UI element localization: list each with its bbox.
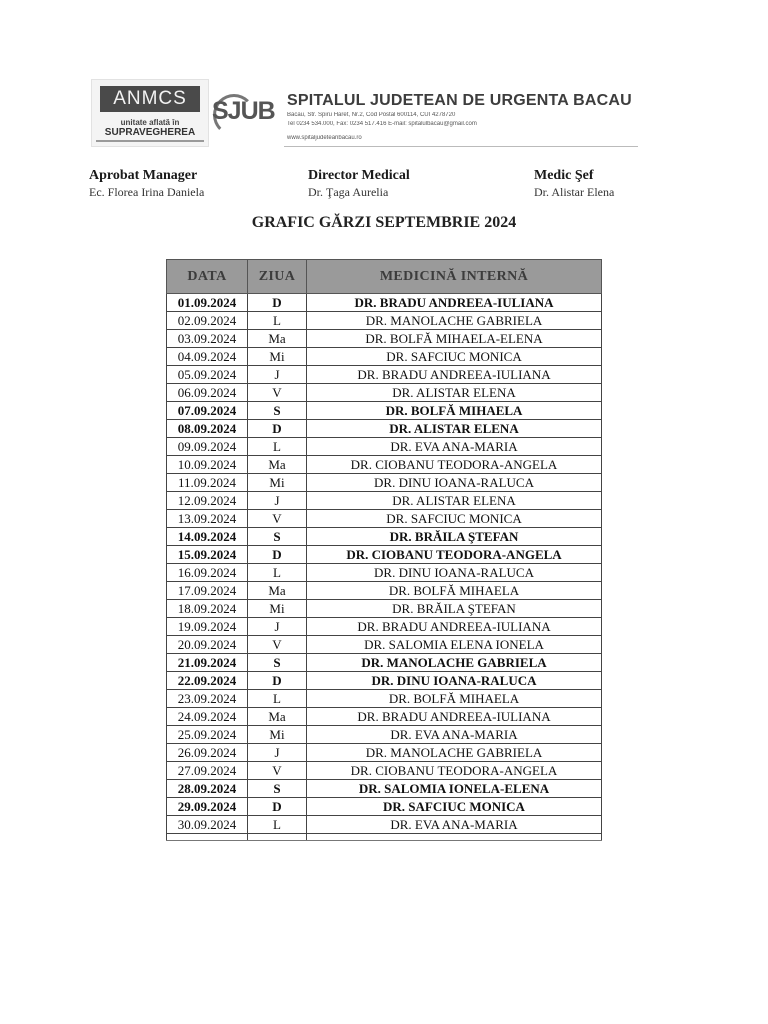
cell-doctor: DR. MANOLACHE GABRIELA: [307, 744, 602, 762]
cell-date: 13.09.2024: [167, 510, 248, 528]
approval-manager: [89, 168, 204, 200]
table-row: [167, 618, 602, 636]
cell-day: Ma: [248, 582, 307, 600]
cell-doctor: DR. EVA ANA-MARIA: [307, 438, 602, 456]
cell-day: L: [248, 816, 307, 834]
cell-day: D: [248, 672, 307, 690]
table-row: [167, 366, 602, 384]
column-header-internal-medicine: MEDICINĂ INTERNĂ: [307, 260, 602, 294]
cell-doctor: DR. BOLFĂ MIHAELA: [307, 582, 602, 600]
logo-text: SJUB: [212, 97, 275, 125]
cell-date: 01.09.2024: [167, 294, 248, 312]
table-row: [167, 438, 602, 456]
hospital-address: Bacau, Str. Spiru Haret, Nr.2, Cod Postal 600114, CUI 4278720: [287, 112, 456, 118]
cell-date: 12.09.2024: [167, 492, 248, 510]
approval-name: Dr. Alistar Elena: [534, 185, 615, 199]
cell-doctor: DR. SAFCIUC MONICA: [307, 348, 602, 366]
cell-doctor: DR. BOLFĂ MIHAELA: [307, 690, 602, 708]
cell-doctor: DR. SAFCIUC MONICA: [307, 798, 602, 816]
cell-doctor: DR. EVA ANA-MARIA: [307, 816, 602, 834]
cell-date: 19.09.2024: [167, 618, 248, 636]
approval-role: Medic Şef: [534, 168, 594, 183]
table-row: [167, 474, 602, 492]
hospital-logo: [212, 93, 286, 137]
cell-doctor: DR. ALISTAR ELENA: [307, 420, 602, 438]
table-row: [167, 690, 602, 708]
cell-doctor: DR. BOLFĂ MIHAELA: [307, 402, 602, 420]
cell-doctor: DR. DINU IOANA-RALUCA: [307, 564, 602, 582]
table-row: [167, 384, 602, 402]
cell-date: 08.09.2024: [167, 420, 248, 438]
cell-date: 27.09.2024: [167, 762, 248, 780]
cell-doctor: DR. BRĂILA ŞTEFAN: [307, 528, 602, 546]
anmcs-logo: [91, 79, 209, 147]
cell-doctor: DR. CIOBANU TEODORA-ANGELA: [307, 546, 602, 564]
empty-cell: [307, 834, 602, 841]
table-empty-row: [167, 834, 602, 841]
cell-day: V: [248, 636, 307, 654]
cell-date: 29.09.2024: [167, 798, 248, 816]
table-row: [167, 654, 602, 672]
cell-doctor: DR. BRADU ANDREEA-IULIANA: [307, 618, 602, 636]
table-row: [167, 294, 602, 312]
cell-date: 18.09.2024: [167, 600, 248, 618]
empty-cell: [248, 834, 307, 841]
table-row: [167, 348, 602, 366]
cell-date: 15.09.2024: [167, 546, 248, 564]
document-title: GRAFIC GĂRZI SEPTEMBRIE 2024: [251, 214, 517, 231]
anmcs-supervision: SUPRAVEGHEREA: [104, 127, 196, 138]
cell-doctor: DR. MANOLACHE GABRIELA: [307, 654, 602, 672]
cell-doctor: DR. SAFCIUC MONICA: [307, 510, 602, 528]
cell-day: L: [248, 438, 307, 456]
cell-doctor: DR. BOLFĂ MIHAELA-ELENA: [307, 330, 602, 348]
column-header-day: ZIUA: [248, 260, 307, 294]
anmcs-title: ANMCS: [100, 86, 200, 112]
hospital-website: www.spitaljudeteanbacau.ro: [287, 135, 362, 141]
table-row: [167, 546, 602, 564]
anmcs-subtitle: unitate aflată în: [120, 118, 180, 127]
cell-doctor: DR. BRĂILA ŞTEFAN: [307, 600, 602, 618]
cell-date: 02.09.2024: [167, 312, 248, 330]
table-header-row: [167, 260, 602, 294]
cell-day: L: [248, 564, 307, 582]
cell-date: 20.09.2024: [167, 636, 248, 654]
approval-chief-physician: [534, 168, 614, 200]
table-row: [167, 582, 602, 600]
cell-day: S: [248, 528, 307, 546]
cell-date: 26.09.2024: [167, 744, 248, 762]
cell-day: J: [248, 492, 307, 510]
cell-day: V: [248, 384, 307, 402]
cell-doctor: DR. BRADU ANDREEA-IULIANA: [307, 708, 602, 726]
table-row: [167, 564, 602, 582]
table-row: [167, 492, 602, 510]
cell-day: D: [248, 294, 307, 312]
cell-date: 09.09.2024: [167, 438, 248, 456]
cell-day: L: [248, 690, 307, 708]
cell-doctor: DR. ALISTAR ELENA: [307, 384, 602, 402]
cell-doctor: DR. DINU IOANA-RALUCA: [307, 474, 602, 492]
cell-day: D: [248, 798, 307, 816]
cell-doctor: DR. SALOMIA ELENA IONELA: [307, 636, 602, 654]
cell-day: Mi: [248, 726, 307, 744]
table-row: [167, 708, 602, 726]
cell-date: 05.09.2024: [167, 366, 248, 384]
empty-cell: [167, 834, 248, 841]
cell-doctor: DR. MANOLACHE GABRIELA: [307, 312, 602, 330]
cell-day: S: [248, 654, 307, 672]
cell-date: 04.09.2024: [167, 348, 248, 366]
cell-date: 25.09.2024: [167, 726, 248, 744]
cell-day: J: [248, 744, 307, 762]
table-row: [167, 456, 602, 474]
cell-date: 10.09.2024: [167, 456, 248, 474]
approval-medical-director: [308, 168, 410, 200]
cell-day: J: [248, 618, 307, 636]
table-row: [167, 420, 602, 438]
cell-date: 22.09.2024: [167, 672, 248, 690]
cell-date: 14.09.2024: [167, 528, 248, 546]
cell-date: 11.09.2024: [167, 474, 248, 492]
table-row: [167, 744, 602, 762]
cell-day: Ma: [248, 330, 307, 348]
cell-date: 17.09.2024: [167, 582, 248, 600]
table-body: [167, 294, 602, 841]
cell-day: Mi: [248, 348, 307, 366]
cell-day: Mi: [248, 474, 307, 492]
cell-day: Ma: [248, 708, 307, 726]
header-divider: [284, 146, 638, 147]
table-row: [167, 798, 602, 816]
cell-day: D: [248, 420, 307, 438]
cell-day: L: [248, 312, 307, 330]
table-row: [167, 762, 602, 780]
on-call-schedule-table: [166, 259, 602, 841]
cell-doctor: DR. DINU IOANA-RALUCA: [307, 672, 602, 690]
cell-doctor: DR. BRADU ANDREEA-IULIANA: [307, 366, 602, 384]
cell-date: 24.09.2024: [167, 708, 248, 726]
cell-day: S: [248, 780, 307, 798]
table-row: [167, 510, 602, 528]
table-row: [167, 330, 602, 348]
cell-date: 06.09.2024: [167, 384, 248, 402]
cell-doctor: DR. CIOBANU TEODORA-ANGELA: [307, 456, 602, 474]
approval-name: Dr. Ţaga Aurelia: [308, 185, 389, 199]
cell-doctor: DR. BRADU ANDREEA-IULIANA: [307, 294, 602, 312]
cell-doctor: DR. ALISTAR ELENA: [307, 492, 602, 510]
cell-date: 16.09.2024: [167, 564, 248, 582]
cell-day: V: [248, 762, 307, 780]
cell-date: 07.09.2024: [167, 402, 248, 420]
cell-doctor: DR. CIOBANU TEODORA-ANGELA: [307, 762, 602, 780]
table-row: [167, 780, 602, 798]
approval-role: Director Medical: [308, 168, 410, 183]
table-row: [167, 816, 602, 834]
column-header-date: DATA: [167, 260, 248, 294]
cell-date: 30.09.2024: [167, 816, 248, 834]
table-row: [167, 402, 602, 420]
table-row: [167, 672, 602, 690]
approval-name: Ec. Florea Irina Daniela: [89, 185, 205, 199]
hospital-name: SPITALUL JUDETEAN DE URGENTA BACAU: [287, 92, 632, 109]
cell-day: S: [248, 402, 307, 420]
cell-doctor: DR. SALOMIA IONELA-ELENA: [307, 780, 602, 798]
table-row: [167, 312, 602, 330]
cell-day: Mi: [248, 600, 307, 618]
cell-date: 21.09.2024: [167, 654, 248, 672]
cell-day: V: [248, 510, 307, 528]
cell-day: J: [248, 366, 307, 384]
cell-doctor: DR. EVA ANA-MARIA: [307, 726, 602, 744]
anmcs-divider: [96, 140, 204, 142]
table-row: [167, 600, 602, 618]
cell-day: Ma: [248, 456, 307, 474]
hospital-contact: Tel 0234 534.000, Fax: 0234 517.416 E-mail: spitalulbacau@gmail.com: [287, 121, 477, 127]
cell-day: D: [248, 546, 307, 564]
cell-date: 28.09.2024: [167, 780, 248, 798]
approval-role: Aprobat Manager: [89, 168, 198, 183]
table-row: [167, 726, 602, 744]
cell-date: 03.09.2024: [167, 330, 248, 348]
table-row: [167, 528, 602, 546]
cell-date: 23.09.2024: [167, 690, 248, 708]
table-row: [167, 636, 602, 654]
